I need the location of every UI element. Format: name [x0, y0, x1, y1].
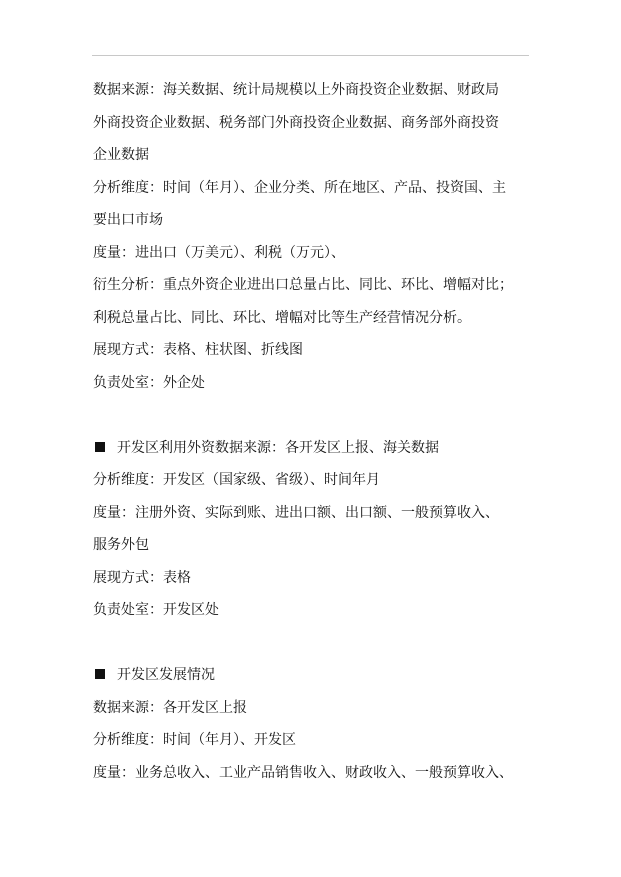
- square-bullet-icon: [95, 442, 105, 452]
- paragraph-gap: [93, 632, 533, 665]
- text-line: 企业数据: [93, 147, 149, 163]
- text-line: 外商投资企业数据、税务部门外商投资企业数据、商务部外商投资: [93, 114, 499, 131]
- text-line: 利税总量占比、同比、环比、增幅对比等生产经营情况分析。: [93, 309, 471, 326]
- paragraph-gap: [93, 404, 533, 437]
- section-heading: [93, 437, 533, 470]
- text-line: 数据来源：各开发区上报: [93, 699, 247, 716]
- text-line: 度量：进出口（万美元）、利税（万元）、: [93, 244, 345, 261]
- text-line: 度量：注册外资、实际到账、进出口额、出口额、一般预算收入、: [93, 504, 499, 521]
- text-line: 度量：业务总收入、工业产品销售收入、财政收入、一般预算收入、: [93, 764, 513, 781]
- section-heading: [93, 664, 533, 697]
- text-line: 分析维度：时间（年月）、企业分类、所在地区、产品、投资国、主: [93, 179, 506, 196]
- document-body: [93, 79, 533, 794]
- square-bullet-icon: [95, 669, 105, 679]
- header-rule: [92, 55, 529, 56]
- text-line: 分析维度：开发区（国家级、省级）、时间年月: [93, 472, 380, 488]
- text-line: 数据来源：海关数据、统计局规模以上外商投资企业数据、财政局: [93, 82, 499, 98]
- text-line: 衍生分析：重点外资企业进出口总量占比、同比、环比、增幅对比；: [93, 277, 513, 293]
- text-line: 要出口市场: [93, 212, 163, 228]
- text-line: 展现方式：表格: [93, 569, 191, 586]
- text-line: 服务外包: [93, 537, 149, 553]
- text-line: 负责处室：开发区处: [93, 602, 219, 618]
- section-heading-text: 开发区利用外资数据来源：各开发区上报、海关数据: [117, 439, 439, 456]
- text-line: 负责处室：外企处: [93, 374, 205, 391]
- text-line: 展现方式：表格、柱状图、折线图: [93, 342, 303, 358]
- section-heading-text: 开发区发展情况: [117, 667, 215, 683]
- text-line: 分析维度：时间（年月）、开发区: [93, 732, 296, 748]
